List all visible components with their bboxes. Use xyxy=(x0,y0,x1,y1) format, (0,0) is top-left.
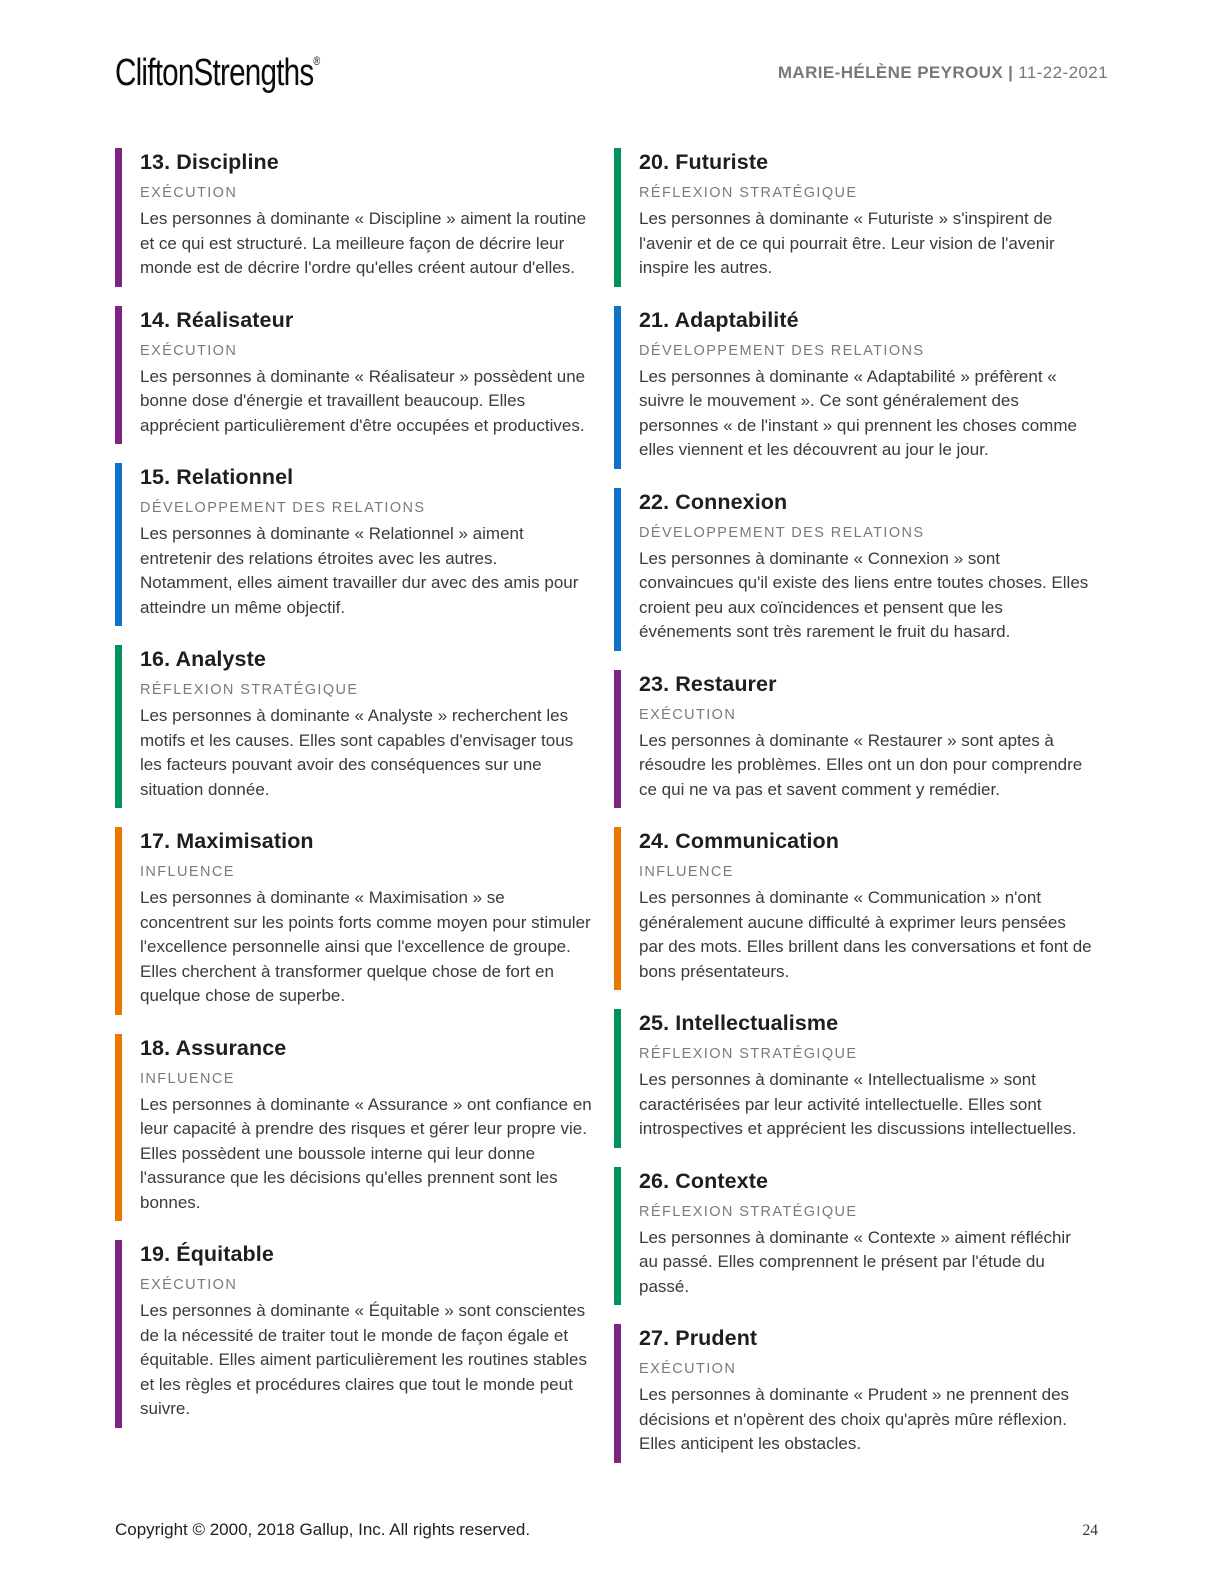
report-date: 11-22-2021 xyxy=(1018,63,1108,82)
strength-description: Les personnes à dominante « Équitable » sont conscientes de la nécessité de traiter tout le monde de façon égale et équitable. Elles aiment particulièrement les routines stables et les règles et procédures claires que tout le monde peut suivre. xyxy=(140,1301,587,1418)
strength-item-13-discipline xyxy=(115,148,593,287)
strength-item-14-realisateur xyxy=(115,306,593,445)
strength-description: Les personnes à dominante « Discipline » aiment la routine et ce qui est structuré. La meilleure façon de décrire leur monde est de décrire l'ordre qu'elles créent autour d'elles. xyxy=(140,209,587,277)
strength-domain-label: EXÉCUTION xyxy=(140,185,238,201)
strength-description: Les personnes à dominante « Maximisation » se concentrent sur les points forts comme moyen pour stimuler l'excellence personnelle ainsi que l'excellence de groupe. Elles cherchent à transformer quelque chose de fort en quelque chose de superbe. xyxy=(140,888,591,1005)
strength-title: 27. Prudent xyxy=(639,1326,758,1350)
strength-title: 21. Adaptabilité xyxy=(639,307,799,332)
strength-item-20-futuriste xyxy=(614,148,1092,287)
strength-description: Les personnes à dominante « Connexion » sont convaincues qu'il existe des liens entre toutes choses. Elles croient peu aux coïncidences et pensent que les événements sont très rarement le fruit du hasard. xyxy=(639,548,1089,641)
meta-separator: | xyxy=(1008,63,1014,82)
strength-item-21-adaptabilite xyxy=(614,306,1092,469)
strength-domain-label: INFLUENCE xyxy=(140,864,235,880)
strength-title: 18. Assurance xyxy=(140,1035,287,1060)
logo-text: CliftonStrengths xyxy=(115,51,314,94)
strength-item-15-relationnel xyxy=(115,463,593,626)
strength-description: Les personnes à dominante « Analyste » recherchent les motifs et les causes. Elles sont capables d'envisager tous les facteurs pouvant avoir des conséquences sur une situation donnée. xyxy=(140,706,574,799)
cliftonstrengths-logo xyxy=(115,52,320,95)
strength-title: 19. Équitable xyxy=(140,1242,274,1266)
strength-title: 15. Relationnel xyxy=(140,465,294,489)
strength-domain-label: INFLUENCE xyxy=(140,1070,235,1087)
copyright-notice: Copyright © 2000, 2018 Gallup, Inc. All rights reserved. xyxy=(115,1520,531,1539)
left-column xyxy=(115,148,593,1482)
strength-item-19-equitable xyxy=(115,1240,593,1428)
strength-domain-label: DÉVELOPPEMENT DES RELATIONS xyxy=(639,524,925,541)
strength-domain-label: EXÉCUTION xyxy=(639,1361,737,1377)
report-meta xyxy=(778,63,1108,83)
registered-trademark-symbol: ® xyxy=(313,53,321,68)
strength-item-27-prudent xyxy=(614,1324,1092,1463)
strength-title: 26. Contexte xyxy=(639,1168,769,1193)
strength-description: Les personnes à dominante « Assurance » ont confiance en leur capacité à prendre des risques et gérer leur propre vie. Elles possèdent une boussole interne qui leur donne l'assurance que les décisions qu'elles prennent sont les bonnes. xyxy=(140,1094,592,1212)
strength-title: 23. Restaurer xyxy=(639,671,777,696)
strength-item-25-intellectualisme xyxy=(614,1009,1092,1148)
person-name: MARIE-HÉLÈNE PEYROUX xyxy=(777,63,1004,82)
strength-title: 16. Analyste xyxy=(140,647,266,671)
strength-domain-label: RÉFLEXION STRATÉGIQUE xyxy=(140,682,359,698)
strength-domain-label: DÉVELOPPEMENT DES RELATIONS xyxy=(639,342,925,359)
strength-description: Les personnes à dominante « Futuriste » s'inspirent de l'avenir et de ce qui pourrait être. Leur vision de l'avenir inspire les autres. xyxy=(639,209,1055,277)
strength-description: Les personnes à dominante « Intellectualisme » sont caractérisées par leur activité intellectuelle. Elles sont introspectives et apprécient les discussions intellectuelles. xyxy=(639,1070,1077,1138)
strength-domain-label: EXÉCUTION xyxy=(140,342,238,359)
strength-description: Les personnes à dominante « Contexte » aiment réfléchir au passé. Elles comprennent le présent par l'étude du passé. xyxy=(639,1227,1071,1296)
page-number: 24 xyxy=(1082,1522,1098,1539)
strength-description: Les personnes à dominante « Restaurer » sont aptes à résoudre les problèmes. Elles ont un don pour comprendre ce qui ne va pas et savent comment y remédier. xyxy=(639,730,1083,799)
strength-domain-label: EXÉCUTION xyxy=(639,706,737,723)
page-header xyxy=(115,50,1108,96)
strength-item-18-assurance xyxy=(115,1034,593,1222)
right-column xyxy=(614,148,1092,1482)
strength-title: 20. Futuriste xyxy=(639,150,769,174)
strength-title: 22. Connexion xyxy=(639,489,788,514)
strength-description: Les personnes à dominante « Relationnel » aiment entretenir des relations étroites avec les autres. Notamment, elles aiment travailler dur avec des amis pour atteindre un même objectif. xyxy=(140,524,579,617)
strength-title: 17. Maximisation xyxy=(140,829,314,853)
strength-description: Les personnes à dominante « Prudent » ne prennent des décisions et n'opèrent des choix qu'après mûre réflexion. Elles anticipent les obstacles. xyxy=(639,1385,1070,1453)
strength-domain-label: EXÉCUTION xyxy=(140,1277,238,1293)
page-footer xyxy=(115,1520,1098,1540)
strength-domain-label: DÉVELOPPEMENT DES RELATIONS xyxy=(140,500,426,516)
strength-item-17-maximisation xyxy=(115,827,593,1015)
strength-title: 13. Discipline xyxy=(140,150,279,174)
strength-description: Les personnes à dominante « Adaptabilité » préfèrent « suivre le mouvement ». Ce sont généralement des personnes « de l'instant » qui prennent les choses comme elles viennent et les découvrent au jour le jour. xyxy=(639,366,1077,459)
strength-item-24-communication xyxy=(614,827,1092,990)
strength-domain-label: INFLUENCE xyxy=(639,864,734,880)
strength-title: 14. Réalisateur xyxy=(140,307,294,332)
strength-description: Les personnes à dominante « Communication » n'ont généralement aucune difficulté à exprimer leurs pensées par des mots. Elles brillent dans les conversations et font de bons présentateurs. xyxy=(639,888,1092,981)
strength-item-23-restaurer xyxy=(614,670,1092,809)
strength-item-16-analyste xyxy=(115,645,593,808)
strength-domain-label: RÉFLEXION STRATÉGIQUE xyxy=(639,1203,858,1220)
strength-title: 25. Intellectualisme xyxy=(639,1011,839,1035)
strength-domain-label: RÉFLEXION STRATÉGIQUE xyxy=(639,1046,858,1062)
strength-title: 24. Communication xyxy=(639,829,840,853)
strength-item-22-connexion xyxy=(614,488,1092,651)
strength-description: Les personnes à dominante « Réalisateur » possèdent une bonne dose d'énergie et travaillent beaucoup. Elles apprécient particulièrement d'être occupées et productives. xyxy=(140,366,586,435)
strengths-columns xyxy=(115,148,1108,1482)
strength-item-26-contexte xyxy=(614,1167,1092,1306)
strength-domain-label: RÉFLEXION STRATÉGIQUE xyxy=(639,185,858,201)
